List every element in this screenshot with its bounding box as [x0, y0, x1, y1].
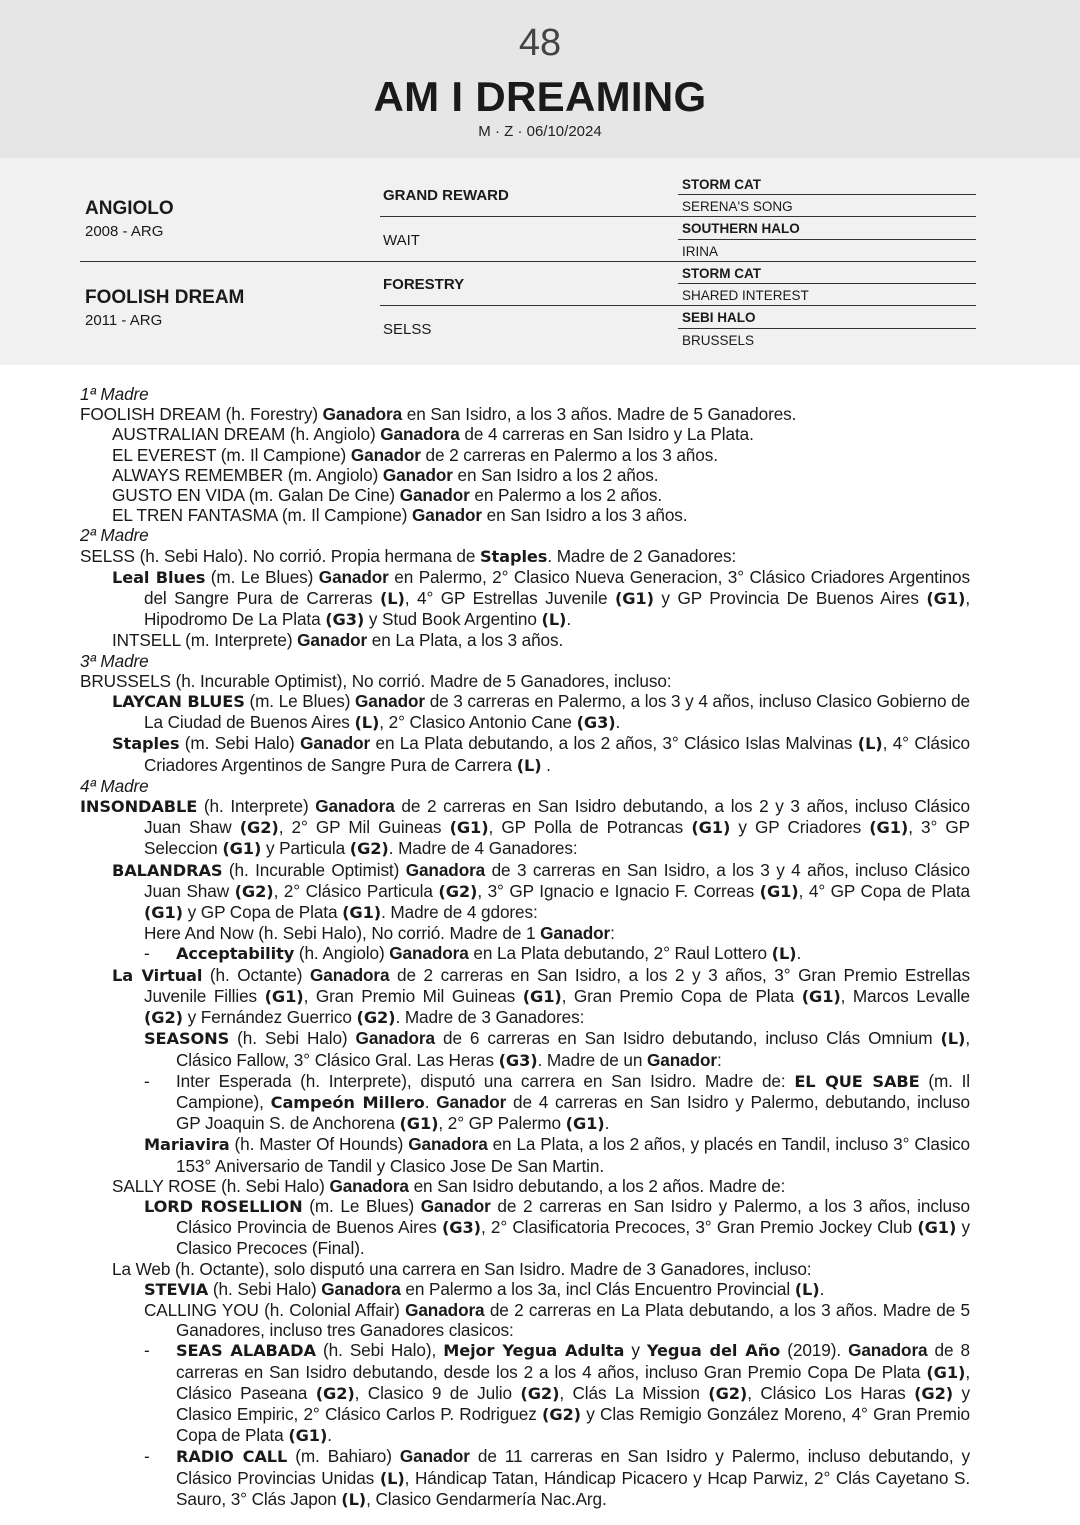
sire-sire: GRAND REWARD	[383, 187, 509, 204]
text: , Hándicap Tatan, Hándicap Picacero y Hcap Parwiz, 2° Clás Cayetano S. Sauro, 3° Clás Japon	[176, 1467, 970, 1509]
produce-entry	[80, 860, 970, 924]
highlight-text: (G1)	[449, 818, 489, 838]
highlight-text: (L)	[379, 1468, 405, 1488]
text: :	[610, 923, 615, 944]
highlight-text: LORD ROSELLION	[144, 1196, 303, 1216]
highlight-text: (L)	[857, 734, 883, 754]
highlight-text: SEAS ALABADA	[176, 1341, 316, 1361]
highlight-text: (G2)	[239, 818, 279, 838]
highlight-text: (L)	[940, 1029, 966, 1049]
text: , 4° Clásico Criadores Argentinos de Sangre Pura de Carrera	[144, 733, 970, 775]
text: , Gran Premio Mil Guineas	[303, 985, 523, 1006]
text: de 6 carreras en San Isidro debutando, incluso Clás Omnium	[434, 1028, 941, 1049]
text: CALLING YOU (h. Colonial Affair)	[144, 1299, 406, 1320]
winner-text: Ganador	[399, 1446, 470, 1467]
highlight-text: (G2)	[144, 1008, 183, 1028]
text: .	[615, 712, 621, 733]
text: .	[819, 1278, 825, 1299]
pedigree-divider	[380, 305, 976, 306]
winner-text: Ganador	[420, 1195, 491, 1216]
sire-info: 2008 - ARG	[85, 223, 164, 240]
text: de 4 carreras en San Isidro y La Plata.	[459, 424, 754, 445]
highlight-text: (G1)	[565, 1114, 605, 1134]
text: FOOLISH DREAM (h. Forestry)	[80, 404, 323, 425]
text: , Hipodromo De La Plata	[144, 588, 971, 630]
highlight-text: (G1)	[222, 839, 262, 859]
produce-entry	[80, 733, 970, 775]
highlight-text: STEVIA	[144, 1279, 209, 1299]
produce-entry	[80, 465, 970, 485]
text: INTSELL (m. Interprete)	[112, 630, 298, 651]
highlight-text: LAYCAN BLUES	[112, 692, 245, 712]
text: en San Isidro a los 2 años.	[452, 464, 659, 485]
dash-marker: -	[144, 1340, 150, 1361]
winner-text: Ganadora	[380, 424, 460, 445]
highlight-text: (L)	[516, 755, 542, 775]
produce-entry	[80, 796, 970, 860]
text: .	[796, 943, 802, 964]
text: AUSTRALIAN DREAM (h. Angiolo)	[112, 424, 381, 445]
text: , Clásico Paseana	[176, 1361, 970, 1403]
produce-entry	[80, 943, 970, 964]
text: de 11 carreras en San Isidro y Palermo, incluso debutando, y Clásico Provincias Unidas	[176, 1446, 971, 1488]
winner-text: Ganador	[540, 923, 611, 944]
text: 2ª Madre	[80, 525, 149, 546]
text: , 2° Clasico Antonio Cane	[379, 712, 577, 733]
winner-text: Ganador	[412, 505, 482, 526]
text: (m. Le Blues)	[205, 566, 319, 587]
horse-info: M · Z · 06/10/2024	[478, 123, 602, 140]
produce-entry	[80, 671, 970, 691]
dam-info: 2011 - ARG	[85, 312, 163, 329]
sire-name: ANGIOLO	[85, 198, 174, 219]
lot-number: 48	[518, 22, 562, 64]
produce-entry	[80, 630, 970, 650]
produce-entry	[80, 1134, 970, 1175]
horse-name: AM I DREAMING	[373, 73, 707, 120]
text: 3ª Madre	[80, 650, 149, 671]
winner-text: Ganador	[646, 1049, 717, 1070]
produce-entry	[80, 1196, 970, 1259]
ggp-2: SERENA'S SONG	[682, 199, 793, 214]
text: (h. Angiolo)	[294, 943, 390, 964]
text: y Clasico Precoces (Final).	[176, 1217, 971, 1259]
text: de 3 carreras en San Isidro, a los 3 y 4 años, incluso Clásico Juan Shaw	[144, 859, 970, 901]
text: , 2° GP Palermo	[438, 1113, 566, 1134]
pedigree-divider	[380, 216, 976, 217]
text: . Madre de 3 Ganadores:	[395, 1007, 585, 1028]
text: y Particula	[261, 838, 350, 859]
highlight-text: (G2)	[356, 1008, 396, 1028]
highlight-text: Yegua del Año	[646, 1341, 781, 1361]
winner-text: Ganadora	[321, 1278, 401, 1299]
highlight-text: (G1)	[342, 903, 382, 923]
text: (h. Octante)	[202, 964, 310, 985]
highlight-text: (G2)	[438, 881, 478, 901]
text: , 4° GP Copa de Plata	[798, 880, 970, 901]
highlight-text: (G2)	[315, 1383, 355, 1403]
text: . Madre de un	[537, 1049, 647, 1070]
winner-text: Ganador	[399, 485, 470, 506]
highlight-text: (G1)	[691, 818, 731, 838]
text: (m. Le Blues)	[244, 691, 356, 712]
text: y GP Criadores	[730, 817, 870, 838]
text: , Clásico Fallow, 3° Clásico Gral. Las Heras	[176, 1028, 970, 1070]
produce-entry	[80, 1446, 970, 1510]
winner-text: Ganador	[436, 1091, 507, 1112]
text: , 3° GP Seleccion	[144, 817, 970, 859]
text: (h. Sebi Halo)	[229, 1028, 356, 1049]
sire-dam: WAIT	[383, 232, 420, 249]
section-heading	[80, 384, 970, 404]
highlight-text: (L)	[541, 610, 567, 630]
highlight-text: (G1)	[522, 986, 562, 1006]
text: de 2 carreras en San Isidro debutando, a los 2 y 3 años, incluso Clásico Juan Shaw	[144, 796, 970, 838]
text: .	[541, 754, 551, 775]
dam-dam: SELSS	[383, 321, 432, 338]
text: de 2 carreras en San Isidro, a los 2 y 3 años, 3° Gran Premio Estrellas Juvenile Fillies	[144, 964, 970, 1006]
section-heading	[80, 651, 970, 671]
text: .	[424, 1091, 437, 1112]
text: y	[624, 1340, 647, 1361]
dash-marker: -	[144, 943, 150, 964]
produce-entry	[80, 1259, 970, 1279]
highlight-text: (G2)	[520, 1383, 560, 1403]
text: .	[327, 1425, 332, 1446]
winner-text: Ganadora	[329, 1175, 409, 1196]
text: , Clásico Los Haras	[747, 1382, 915, 1403]
text: en San Isidro a los 3 años.	[481, 505, 688, 526]
pedigree-divider	[80, 261, 976, 262]
header	[0, 0, 1080, 158]
text: (m. Bahiaro)	[287, 1446, 400, 1467]
text: , 2° GP Mil Guineas	[278, 817, 450, 838]
text: BRUSSELS (h. Incurable Optimist), No corrió. Madre de 5 Ganadores, incluso:	[80, 670, 672, 691]
text: (m. Il Campione),	[176, 1070, 970, 1112]
text: (2019).	[780, 1340, 849, 1361]
highlight-text: (G3)	[442, 1218, 481, 1238]
highlight-text: (G1)	[926, 1362, 966, 1382]
text: , 3° GP Ignacio e Ignacio F. Correas	[477, 880, 760, 901]
produce-entry	[80, 567, 970, 631]
text: (m. Sebi Halo)	[179, 733, 301, 754]
highlight-text: (G3)	[576, 713, 616, 733]
text: SALLY ROSE (h. Sebi Halo)	[112, 1175, 330, 1196]
ggp-1: STORM CAT	[682, 177, 761, 192]
produce-entry	[80, 404, 970, 424]
text: (h. Sebi Halo),	[315, 1340, 444, 1361]
winner-text: Ganador	[318, 566, 389, 587]
text: en Palermo, 2° Clasico Nueva Generacion, 3° Clásico Criadores Argentinos del Sangre Pura de Carreras	[144, 566, 970, 609]
highlight-text: SEASONS	[144, 1029, 230, 1049]
highlight-text: (G1)	[144, 903, 183, 923]
text: en La Plata debutando, 2° Raul Lottero	[468, 943, 772, 964]
highlight-text: (G2)	[542, 1404, 581, 1424]
ggp-6: SHARED INTEREST	[682, 288, 809, 303]
highlight-text: BALANDRAS	[112, 860, 223, 880]
highlight-text: (G1)	[926, 589, 966, 609]
text: , Clasico Gendarmería Nac.Arg.	[366, 1488, 607, 1509]
text: .	[604, 1113, 610, 1134]
pedigree-divider	[678, 283, 976, 284]
text: en Palermo a los 2 años.	[469, 485, 663, 506]
ggp-5: STORM CAT	[682, 266, 761, 281]
text: de 4 carreras en San Isidro y Palermo, debutando, incluso GP Joaquin S. de Anchorena	[176, 1091, 970, 1134]
dash-marker: -	[144, 1446, 150, 1467]
produce-entry	[80, 546, 970, 567]
text: Inter Esperada (h. Interprete), disputó una carrera en San Isidro. Madre de:	[176, 1070, 795, 1091]
highlight-text: (G2)	[708, 1383, 748, 1403]
highlight-text: (G1)	[801, 986, 841, 1006]
highlight-text: Acceptability	[176, 944, 295, 964]
dam-sire: FORESTRY	[383, 276, 465, 293]
highlight-text: (G1)	[614, 589, 654, 609]
pedigree-divider	[678, 194, 976, 195]
winner-text: Ganadora	[389, 943, 469, 964]
highlight-text: Staples	[112, 734, 180, 754]
highlight-text: (G2)	[914, 1383, 954, 1403]
section-heading	[80, 776, 970, 796]
text: en La Plata, a los 2 años, y placés en Tandil, incluso 3° Clasico 153° Aniversario de Tandil y Clasico Jose De San Martin.	[176, 1134, 970, 1176]
winner-text: Ganadora	[315, 796, 395, 817]
highlight-text: Leal Blues	[112, 567, 206, 587]
produce-entry	[80, 424, 970, 444]
highlight-text: (G1)	[917, 1218, 957, 1238]
text: en La Plata debutando, a los 2 años, 3° Clásico Islas Malvinas	[370, 733, 858, 754]
text: EL TREN FANTASMA (m. Il Campione)	[112, 505, 412, 526]
ggp-7: SEBI HALO	[682, 310, 756, 325]
text: de 2 carreras en San Isidro y Palermo, a los 3 años, incluso Clásico Provincia de Buenos Aires	[176, 1195, 970, 1238]
highlight-text: (G1)	[264, 986, 304, 1006]
text: (h. Interprete)	[197, 796, 316, 817]
highlight-text: INSONDABLE	[80, 797, 198, 817]
text: GUSTO EN VIDA (m. Galan De Cine)	[112, 485, 400, 506]
pedigree-divider	[678, 328, 976, 329]
highlight-text: Mariavira	[144, 1135, 230, 1155]
pedigree-table	[0, 158, 1080, 365]
highlight-text: (G2)	[234, 881, 274, 901]
text: y GP Provincia De Buenos Aires	[653, 588, 927, 609]
highlight-text: (L)	[379, 589, 405, 609]
text: :	[716, 1049, 722, 1070]
highlight-text: La Virtual	[112, 965, 203, 985]
highlight-text: Campeón Millero	[270, 1092, 425, 1112]
text: .	[566, 609, 572, 630]
text: . Madre de 4 Ganadores:	[388, 838, 578, 859]
highlight-text: (L)	[354, 713, 380, 733]
text: y Clasico Empiric, 2° Clásico Carlos P. Rodriguez	[176, 1382, 970, 1424]
text: y Stud Book Argentino	[364, 609, 542, 630]
produce-record	[80, 384, 970, 1510]
text: . Madre de 4 gdores:	[381, 902, 538, 923]
produce-entry	[80, 1071, 970, 1135]
text: , GP Polla de Potrancas	[488, 817, 692, 838]
text: (h. Master Of Hounds)	[229, 1134, 409, 1155]
highlight-text: (G2)	[349, 839, 389, 859]
produce-entry	[80, 485, 970, 505]
highlight-text: (G3)	[498, 1050, 538, 1070]
text: (h. Incurable Optimist)	[222, 859, 406, 880]
text: en La Plata, a los 3 años.	[367, 630, 564, 651]
highlight-text: (G1)	[399, 1114, 439, 1134]
text: SELSS (h. Sebi Halo). No corrió. Propia hermana de	[80, 545, 480, 566]
winner-text: Ganadora	[310, 964, 390, 985]
winner-text: Ganador	[350, 444, 421, 465]
text: , Clás La Mission	[559, 1382, 709, 1403]
produce-entry	[80, 1279, 970, 1300]
highlight-text: (L)	[341, 1489, 367, 1509]
text: , Clasico 9 de Julio	[354, 1382, 521, 1403]
produce-entry	[80, 1028, 970, 1070]
text: Here And Now (h. Sebi Halo), No corrió. Madre de 1	[144, 923, 541, 944]
dam-name: FOOLISH DREAM	[85, 287, 245, 308]
winner-text: Ganador	[355, 691, 426, 712]
text: y Clas Remigio González Moreno, 4° Gran Premio Copa de Plata	[176, 1403, 970, 1446]
winner-text: Ganadora	[322, 404, 403, 425]
text: (h. Sebi Halo)	[208, 1278, 322, 1299]
winner-text: Ganadora	[405, 859, 486, 880]
highlight-text: Mejor Yegua Adulta	[443, 1341, 625, 1361]
text: 1ª Madre	[80, 384, 149, 404]
text: , 2° Clásico Particula	[273, 880, 439, 901]
text: , 4° GP Estrellas Juvenile	[404, 588, 615, 609]
winner-text: Ganador	[300, 733, 371, 754]
produce-entry	[80, 1300, 970, 1340]
pedigree-divider	[678, 239, 976, 240]
text: de 2 carreras en La Plata debutando, a los 3 años. Madre de 5 Ganadores, incluso tres Ganadores clasicos:	[176, 1299, 970, 1341]
text: en Palermo a los 3a, incl Clás Encuentro Provincial	[400, 1278, 795, 1299]
produce-entry	[80, 1176, 970, 1196]
text: de 8 carreras en San Isidro debutando, desde los 2 a los 4 años, incluso Gran Premio Copa De Plata	[176, 1340, 970, 1382]
highlight-text: (L)	[771, 944, 797, 964]
text: de 3 carreras en Palermo, a los 3 y 4 años, incluso Clasico Gobierno de La Ciudad de Buenos Aires	[144, 691, 971, 733]
produce-entry	[80, 1340, 970, 1446]
winner-text: Ganador	[297, 630, 368, 651]
highlight-text: (L)	[794, 1279, 820, 1299]
produce-entry	[80, 965, 970, 1029]
text: (m. Le Blues)	[302, 1195, 421, 1216]
text: , Gran Premio Copa de Plata	[561, 985, 802, 1006]
highlight-text: EL QUE SABE	[794, 1071, 920, 1091]
winner-text: Ganadora	[408, 1134, 488, 1155]
text: 4ª Madre	[80, 775, 149, 796]
winner-text: Ganadora	[355, 1028, 435, 1049]
highlight-text: Staples	[479, 546, 548, 566]
winner-text: Ganador	[382, 464, 453, 485]
section-heading	[80, 525, 970, 545]
text: , Marcos Levalle	[840, 985, 970, 1006]
highlight-text: (G1)	[288, 1426, 328, 1446]
text: EL EVEREST (m. Il Campione)	[112, 444, 351, 465]
ggp-4: IRINA	[682, 244, 719, 259]
produce-entry	[80, 923, 970, 943]
text: en San Isidro, a los 3 años. Madre de 5 Ganadores.	[402, 404, 797, 425]
winner-text: Ganadora	[405, 1299, 485, 1320]
ggp-3: SOUTHERN HALO	[682, 221, 800, 236]
highlight-text: RADIO CALL	[176, 1447, 288, 1467]
text: La Web (h. Octante), solo disputó una carrera en San Isidro. Madre de 3 Ganadores, incluso:	[112, 1258, 812, 1279]
text: y GP Copa de Plata	[182, 902, 343, 923]
produce-entry	[80, 691, 970, 733]
highlight-text: (G1)	[759, 881, 799, 901]
text: , 2° Clasificatoria Precoces, 3° Gran Premio Jockey Club	[480, 1217, 918, 1238]
text: y Fernández Guerrico	[182, 1007, 357, 1028]
dash-marker: -	[144, 1070, 150, 1091]
highlight-text: (G3)	[325, 610, 365, 630]
produce-entry	[80, 445, 970, 465]
highlight-text: (G1)	[869, 818, 909, 838]
text: de 2 carreras en Palermo a los 3 años.	[420, 444, 718, 465]
produce-entry	[80, 505, 970, 525]
ggp-8: BRUSSELS	[682, 333, 755, 348]
text: ALWAYS REMEMBER (m. Angiolo)	[112, 464, 383, 485]
text: . Madre de 2 Ganadores:	[547, 545, 737, 566]
winner-text: Ganadora	[848, 1340, 928, 1361]
text: en San Isidro debutando, a los 2 años. Madre de:	[408, 1175, 786, 1196]
